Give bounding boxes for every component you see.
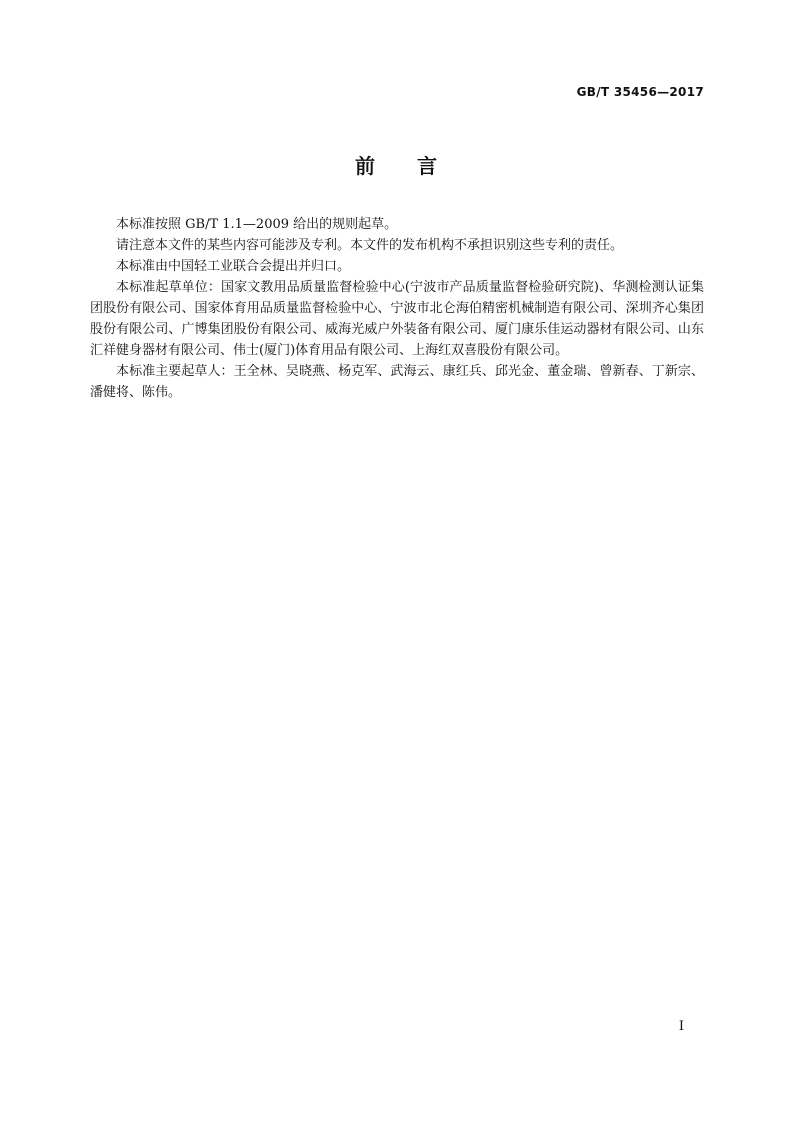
standard-code: GB/T 35456—2017: [576, 85, 704, 99]
paragraph-proposer: 本标准由中国轻工业联合会提出并归口。: [116, 259, 351, 274]
page-title: [0, 150, 794, 179]
paragraph-drafting-units: 本标准起草单位：国家文教用品质量监督检验中心(宁波市产品质量监督检验研究院)、华测检测认证集团股份有限公司、国家体育用品质量监督检验中心、宁波市北仑海伯精密机械制造有限公司、深圳齐心集团股份有限公司、广博集团股份有限公司、威海光威户外装备有限公司、厦门康乐佳运动器材有限公司、山东汇祥健身器材有限公司、伟士(厦门)体育用品有限公司、上海红双喜股份有限公司。: [90, 280, 704, 358]
paragraph-drafting-rules: 本标准按照 GB/T 1.1—2009 给出的规则起草。: [116, 217, 398, 232]
paragraph-patent-notice: 请注意本文件的某些内容可能涉及专利。本文件的发布机构不承担识别这些专利的责任。: [116, 238, 624, 253]
title-char-2: 言: [417, 154, 439, 178]
page-number: I: [678, 1019, 684, 1034]
title-char-1: 前: [355, 154, 377, 178]
foreword-body: [90, 214, 704, 403]
paragraph-drafters: 本标准主要起草人：王全林、吴晓燕、杨克军、武海云、康红兵、邱光金、董金瑞、曾新春、丁新宗、潘健将、陈伟。: [90, 364, 704, 400]
